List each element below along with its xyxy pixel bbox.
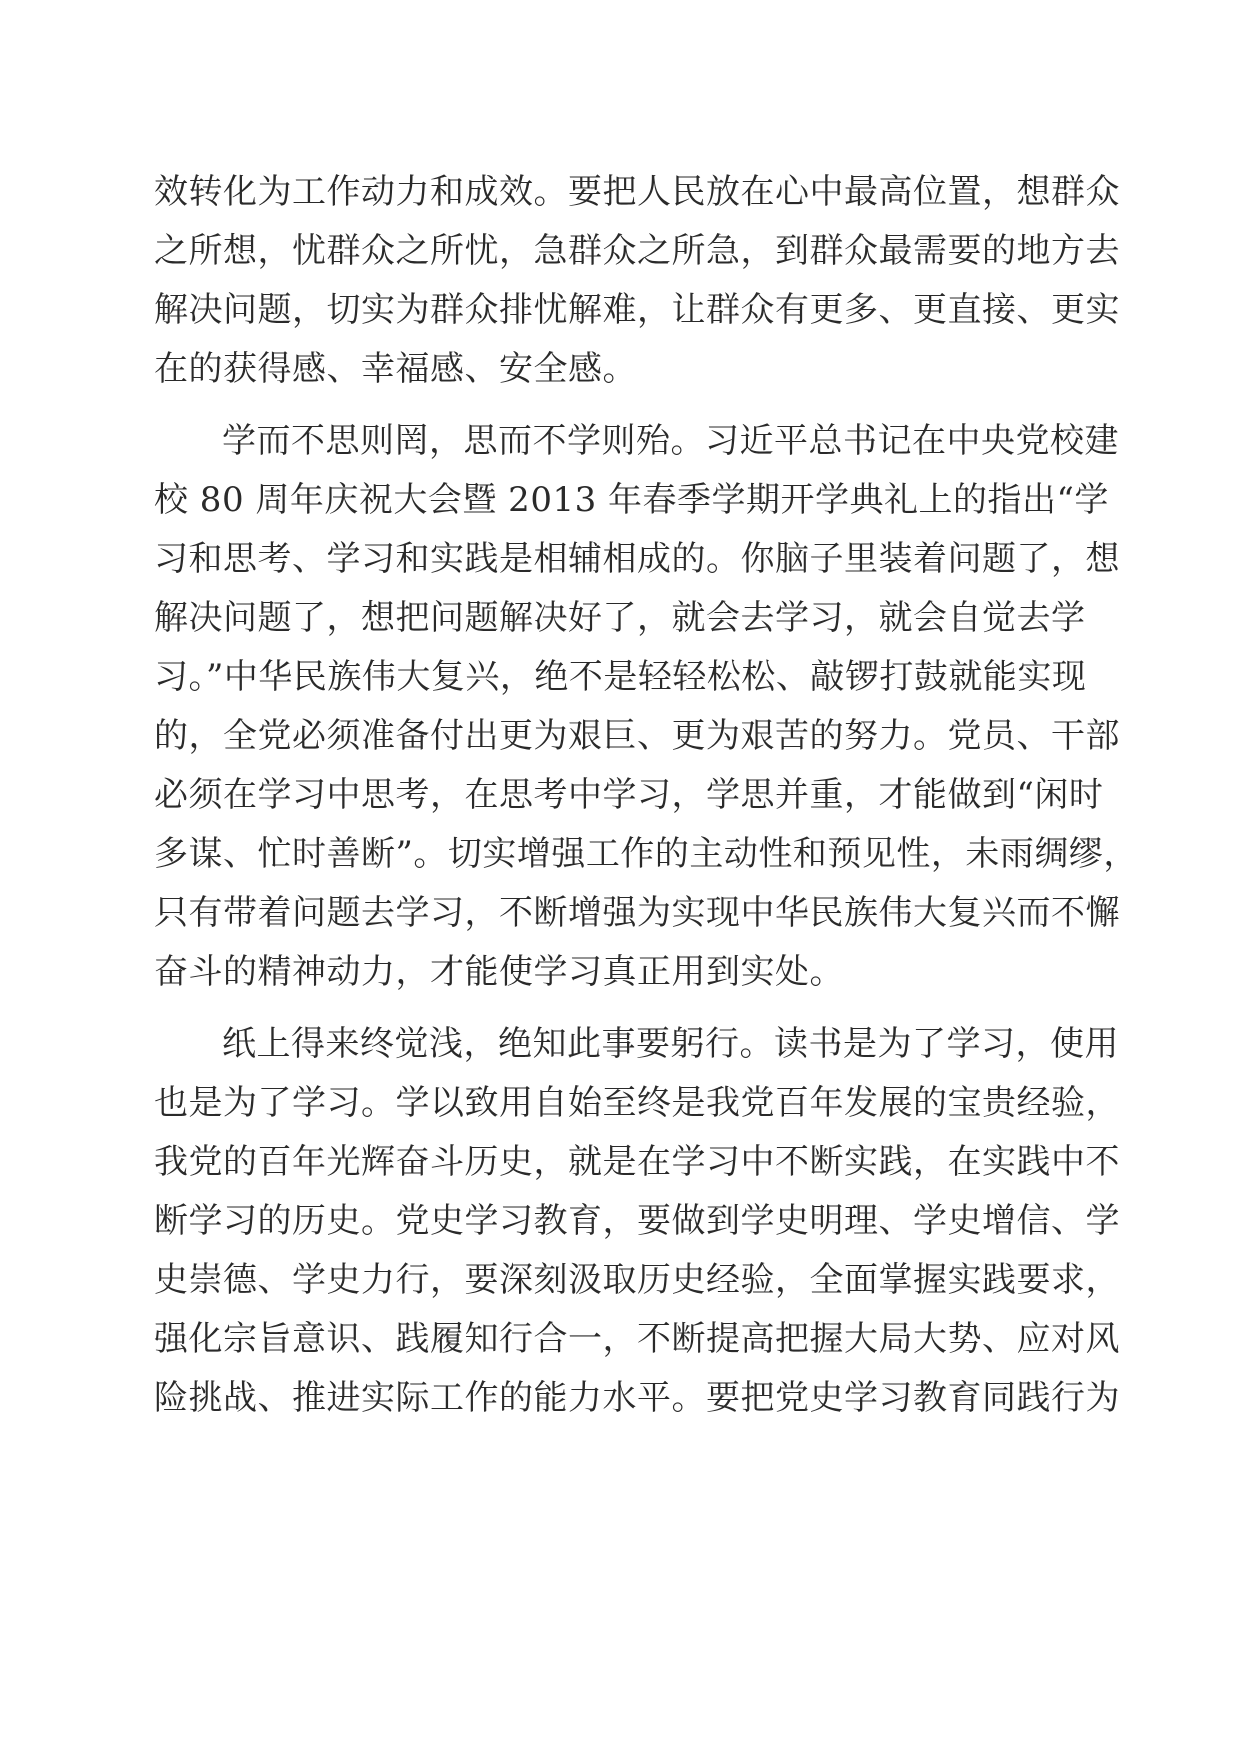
text-line: 也是为了学习。学以致用自始至终是我党百年发展的宝贵经验， <box>154 1083 1120 1123</box>
text-line: 纸上得来终觉浅，绝知此事要躬行。读书是为了学习，使用 <box>222 1024 1119 1064</box>
text-line: 断学习的历史。党史学习教育，要做到学史明理、学史增信、学 <box>154 1201 1120 1241</box>
text-line: 解决问题了，想把问题解决好了，就会去学习，就会自觉去学 <box>154 598 1086 638</box>
text-line: 学而不思则罔，思而不学则殆。习近平总书记在中央党校建 <box>222 421 1119 461</box>
text-line: 校 80 周年庆祝大会暨 2013 年春季学期开学典礼上的指出“学 <box>154 480 1109 520</box>
text-line: 必须在学习中思考，在思考中学习，学思并重，才能做到“闲时 <box>154 775 1104 815</box>
text-line: 之所想，忧群众之所忧，急群众之所急，到群众最需要的地方去 <box>154 231 1120 271</box>
text-line: 多谋、忙时善断”。切实增强工作的主动性和预见性，未雨绸缪， <box>154 834 1138 874</box>
text-line: 习和思考、学习和实践是相辅相成的。你脑子里装着问题了，想 <box>154 539 1120 579</box>
text-line: 的，全党必须准备付出更为艰巨、更为艰苦的努力。党员、干部 <box>154 716 1120 756</box>
text-line: 我党的百年光辉奋斗历史，就是在学习中不断实践，在实践中不 <box>154 1142 1120 1182</box>
text-line: 只有带着问题去学习，不断增强为实现中华民族伟大复兴而不懈 <box>154 893 1120 933</box>
text-line: 强化宗旨意识、践履知行合一，不断提高把握大局大势、应对风 <box>154 1319 1120 1359</box>
text-line: 奋斗的精神动力，才能使学习真正用到实处。 <box>154 952 844 992</box>
text-line: 史崇德、学史力行，要深刻汲取历史经验，全面掌握实践要求， <box>154 1260 1120 1300</box>
text-line: 习。”中华民族伟大复兴，绝不是轻轻松松、敲锣打鼓就能实现 <box>154 657 1087 697</box>
text-line: 效转化为工作动力和成效。要把人民放在心中最高位置，想群众 <box>154 172 1120 212</box>
text-line: 在的获得感、幸福感、安全感。 <box>154 349 637 389</box>
text-line: 解决问题，切实为群众排忧解难，让群众有更多、更直接、更实 <box>154 290 1120 330</box>
text-line: 险挑战、推进实际工作的能力水平。要把党史学习教育同践行为 <box>154 1378 1120 1418</box>
